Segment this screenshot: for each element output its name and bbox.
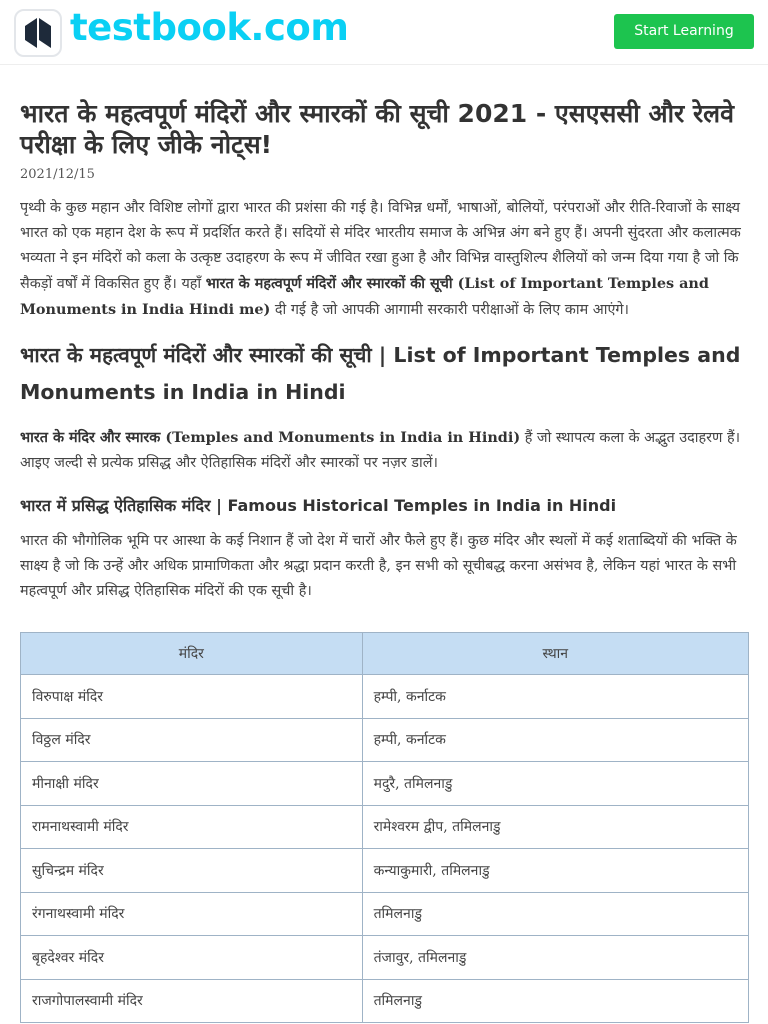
temples-table: [20, 632, 749, 1023]
article: [20, 98, 748, 604]
intro-text: पृथ्वी के कुछ महान और विशिष्ट लोगों द्वारा भारत की प्रशंसा की गई है। विभिन्न धर्मों, भाषाओं, बोलियों, परंपराओं और रीति-रिवाजों के साक्ष्य भारत को एक महान देश के रूप में प्रदर्शित करते हैं। सदियों से मंदिर भारतीय समाज के अभिन्न अंग बने हुए हैं। अपनी सुंदरता और कलात्मक भव्यता ने इन मंदिरों को कला के उत्कृष्ट उदाहरण के रूप में जीवित रखा हुआ है और विभिन्न वास्तुशिल्प शैलियों को जन्म दिया गया है जो कि सैकड़ों वर्षों में विकसित हुए हैं। यहाँ: [20, 200, 741, 292]
table-row: [21, 849, 749, 893]
location-cell: हम्पी, कर्नाटक: [362, 718, 748, 762]
table-header-row: [21, 633, 749, 675]
column-header-temple: मंदिर: [21, 633, 363, 675]
location-cell: मदुरै, तमिलनाडु: [362, 762, 748, 806]
table-row: [21, 675, 749, 719]
location-cell: तमिलनाडु: [362, 979, 748, 1023]
section-text: हैं जो स्थापत्य कला के अद्भुत उदाहरण हैं। आइए जल्दी से प्रत्येक प्रसिद्ध और ऐतिहासिक मंदिरों और स्मारकों पर नज़र डालें।: [20, 430, 741, 471]
table-row: [21, 805, 749, 849]
temple-cell: विरुपाक्ष मंदिर: [21, 675, 363, 719]
section-heading: भारत के महत्वपूर्ण मंदिरों और स्मारकों की सूची | List of Important Temples and Monuments in India in Hindi: [20, 343, 741, 404]
table-row: [21, 762, 749, 806]
intro-tail-text: दी गई है जो आपकी आगामी सरकारी परीक्षाओं के लिए काम आएंगे।: [270, 302, 629, 318]
intro-bold-text: भारत के महत्वपूर्ण मंदिरों और स्मारकों की सूची (List of Important Temples and Monuments in India Hindi me): [20, 275, 709, 318]
table-row: [21, 936, 749, 980]
temple-cell: बृहदेश्वर मंदिर: [21, 936, 363, 980]
table-row: [21, 718, 749, 762]
section-paragraph: [20, 425, 748, 476]
article-title: भारत के महत्वपूर्ण मंदिरों और स्मारकों की सूची 2021 - एसएससी और रेलवे परीक्षा के लिए जीके नोट्स!: [20, 99, 735, 159]
temple-cell: मीनाक्षी मंदिर: [21, 762, 363, 806]
temple-cell: विठ्ठल मंदिर: [21, 718, 363, 762]
location-cell: तंजावुर, तमिलनाडु: [362, 936, 748, 980]
location-cell: तमिलनाडु: [362, 892, 748, 936]
start-learning-button[interactable]: Start Learning: [614, 14, 754, 49]
temple-cell: राजगोपालस्वामी मंदिर: [21, 979, 363, 1023]
temples-paragraph: भारत की भौगोलिक भूमि पर आस्था के कई निशान हैं जो देश में चारों और फैले हुए हैं। कुछ मंदिर और स्थलों में कई शताब्दियों की भक्ति के साक्ष्य है जो कि उन्हें और अधिक प्रामाणिकता और श्रद्धा प्रदान करती है, इन सभी को सूचीबद्ध करना असंभव है, लेकिन यहां भारत के सभी महत्वपूर्ण और प्रसिद्ध ऐतिहासिक मंदिरों की एक सूची है।: [20, 533, 737, 599]
testbook-logo-icon[interactable]: [14, 9, 62, 57]
location-cell: हम्पी, कर्नाटक: [362, 675, 748, 719]
table-row: [21, 892, 749, 936]
column-header-location: स्थान: [362, 633, 748, 675]
temple-cell: रंगनाथस्वामी मंदिर: [21, 892, 363, 936]
intro-paragraph: [20, 196, 748, 323]
section-bold-text: भारत के मंदिर और स्मारक (Temples and Monuments in India in Hindi): [20, 429, 521, 446]
location-cell: रामेश्वरम द्वीप, तमिलनाडु: [362, 805, 748, 849]
table-row: [21, 979, 749, 1023]
publish-date: 2021/12/15: [20, 167, 95, 182]
temple-cell: रामनाथस्वामी मंदिर: [21, 805, 363, 849]
location-cell: कन्याकुमारी, तमिलनाडु: [362, 849, 748, 893]
temple-cell: सुचिन्द्रम मंदिर: [21, 849, 363, 893]
site-header: [0, 0, 768, 65]
brand-name[interactable]: testbook.com: [70, 6, 349, 49]
subheading: भारत में प्रसिद्ध ऐतिहासिक मंदिर | Famous Historical Temples in India in Hindi: [20, 496, 617, 515]
